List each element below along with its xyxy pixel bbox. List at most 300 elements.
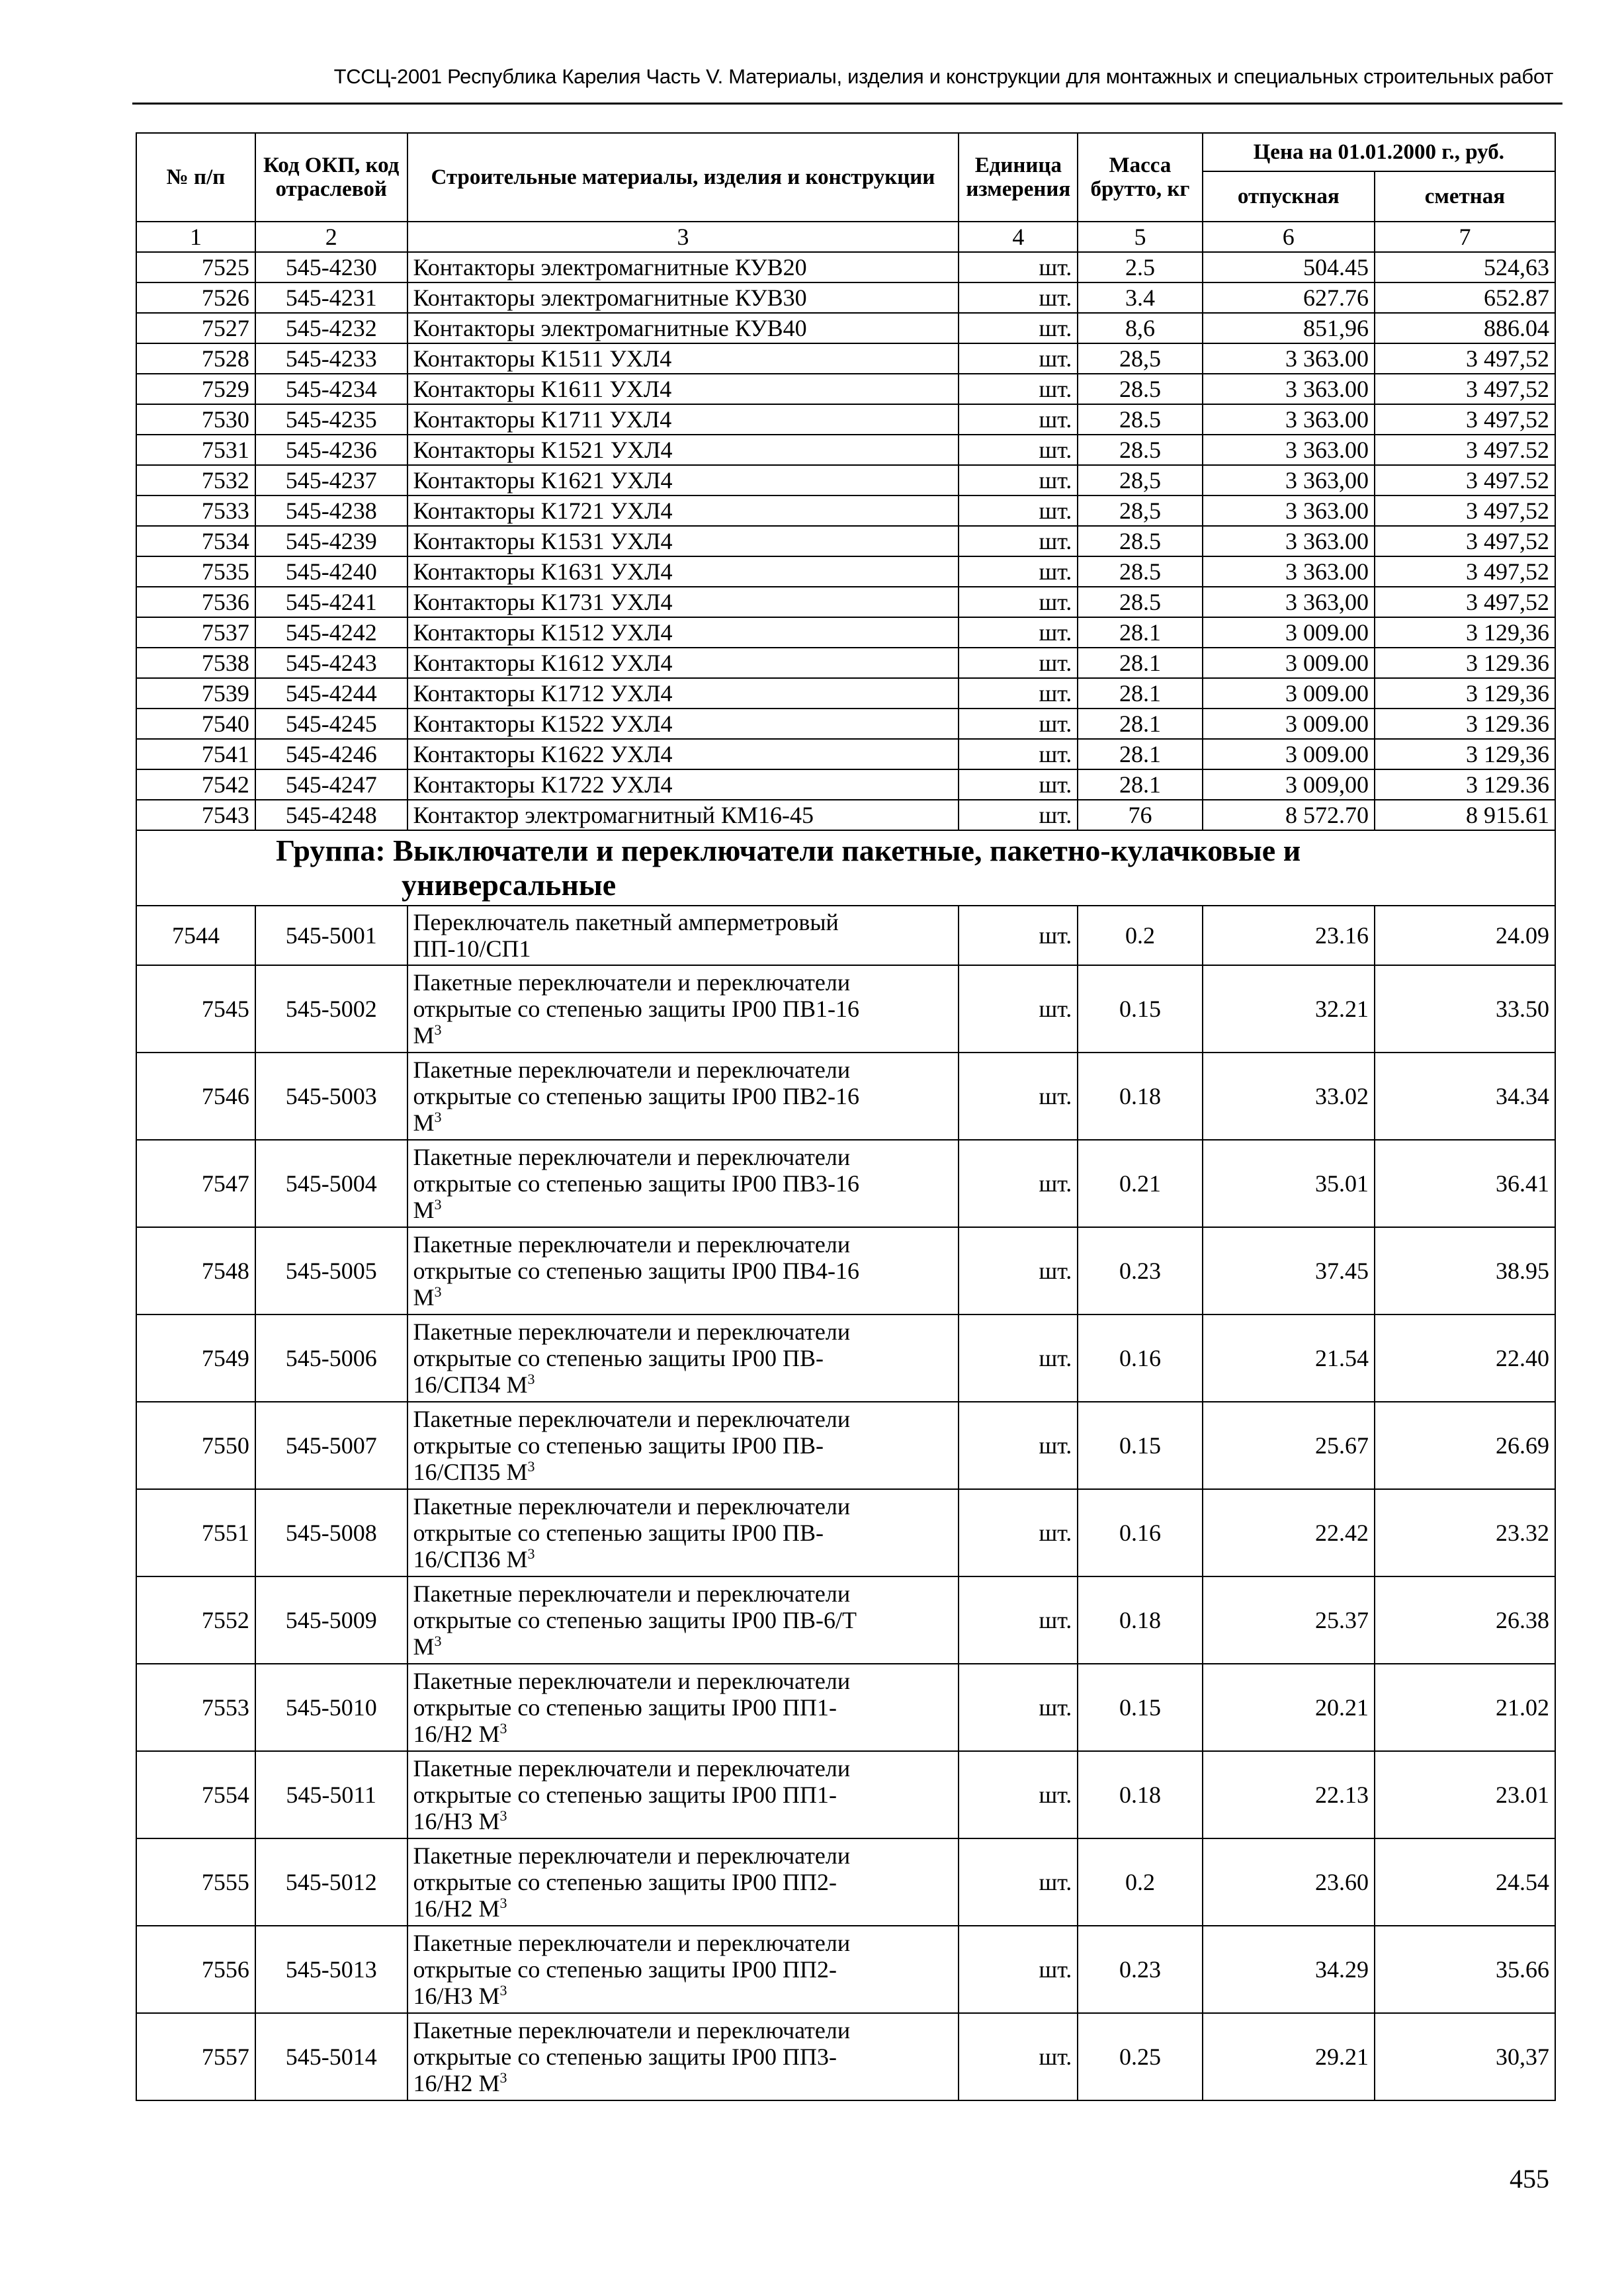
cell-num: 7538 [136, 648, 255, 678]
cell-price-release: 3 363.00 [1203, 556, 1375, 587]
cell-name [407, 1576, 959, 1664]
table-row [136, 739, 1555, 769]
cell-name: Контакторы К1631 УХЛ4 [407, 556, 959, 587]
cell-num: 7547 [136, 1140, 255, 1227]
cell-price-estimate: 3 129,36 [1375, 617, 1555, 648]
table-row [136, 1227, 1555, 1314]
cell-num: 7530 [136, 404, 255, 435]
cell-name-line3: 16/Н2 М [413, 1721, 500, 1747]
cell-num: 7528 [136, 343, 255, 374]
cell-code: 545-5005 [255, 1227, 407, 1314]
cell-num: 7544 [136, 906, 255, 965]
cell-name-line2: открытые со степенью защиты IP00 ПВ-6/Т [413, 1607, 857, 1633]
cell-code: 545-4244 [255, 678, 407, 709]
cell-mass: 0.15 [1078, 965, 1202, 1053]
cell-name-line3: 16/Н3 М [413, 1808, 500, 1834]
cell-price-release: 23.60 [1203, 1838, 1375, 1926]
col-index: 1 [136, 222, 255, 252]
group-label: Группа: [276, 834, 386, 867]
table-row [136, 282, 1555, 313]
cell-name-line1: Пакетные переключатели и переключатели [413, 2017, 851, 2044]
cell-unit: шт. [959, 343, 1078, 374]
cell-mass: 28.5 [1078, 404, 1202, 435]
cell-code: 545-4241 [255, 587, 407, 617]
cell-name: Контакторы электромагнитные КУВ20 [407, 252, 959, 282]
table-row [136, 965, 1555, 1053]
cell-mass: 0.15 [1078, 1664, 1202, 1751]
cell-price-estimate: 24.09 [1375, 906, 1555, 965]
cell-mass: 0.18 [1078, 1576, 1202, 1664]
cell-name-line1: Переключатель пакетный амперметровый [413, 909, 839, 935]
cell-price-estimate: 3 497,52 [1375, 587, 1555, 617]
cell-price-estimate: 8 915.61 [1375, 800, 1555, 830]
table-row [136, 435, 1555, 465]
cell-unit: шт. [959, 1314, 1078, 1402]
col-index: 2 [255, 222, 407, 252]
cell-name-line2: открытые со степенью защиты IP00 ПП3- [413, 2044, 837, 2070]
cell-price-estimate: 23.32 [1375, 1489, 1555, 1576]
cell-code: 545-5012 [255, 1838, 407, 1926]
cell-price-release: 3 009.00 [1203, 648, 1375, 678]
superscript-exponent: 3 [499, 1807, 507, 1824]
cell-name [407, 1227, 959, 1314]
cell-name: Контактор электромагнитный КМ16-45 [407, 800, 959, 830]
cell-unit: шт. [959, 800, 1078, 830]
cell-name-line2: открытые со степенью защиты IP00 ПП2- [413, 1956, 837, 1983]
cell-name: Контакторы К1622 УХЛ4 [407, 739, 959, 769]
cell-price-release: 8 572.70 [1203, 800, 1375, 830]
cell-code: 545-4245 [255, 709, 407, 739]
table-row [136, 1053, 1555, 1140]
group-name-line1: Выключатели и переключатели пакетные, пакетно-кулачковые и [393, 834, 1301, 867]
superscript-exponent: 3 [434, 1283, 442, 1300]
cell-unit: шт. [959, 282, 1078, 313]
cell-unit: шт. [959, 739, 1078, 769]
cell-price-estimate: 33.50 [1375, 965, 1555, 1053]
cell-num: 7527 [136, 313, 255, 343]
cell-name-line2: открытые со степенью защиты IP00 ПВ- [413, 1520, 824, 1546]
table-row [136, 313, 1555, 343]
cell-price-estimate: 3 497,52 [1375, 526, 1555, 556]
cell-num: 7533 [136, 495, 255, 526]
cell-mass: 0.2 [1078, 906, 1202, 965]
cell-num: 7553 [136, 1664, 255, 1751]
cell-name-line3: 16/Н2 М [413, 1895, 500, 1922]
cell-mass: 28.1 [1078, 648, 1202, 678]
cell-name: Контакторы К1711 УХЛ4 [407, 404, 959, 435]
cell-price-estimate: 22.40 [1375, 1314, 1555, 1402]
cell-price-estimate: 3 129,36 [1375, 678, 1555, 709]
cell-mass: 28,5 [1078, 343, 1202, 374]
page-number: 455 [1510, 2164, 1549, 2194]
cell-name [407, 1489, 959, 1576]
cell-mass: 0.15 [1078, 1402, 1202, 1489]
cell-name: Контакторы К1731 УХЛ4 [407, 587, 959, 617]
cell-num: 7541 [136, 739, 255, 769]
superscript-exponent: 3 [499, 1720, 507, 1737]
cell-code: 545-4232 [255, 313, 407, 343]
cell-unit: шт. [959, 1926, 1078, 2013]
superscript-exponent: 3 [527, 1458, 535, 1475]
cell-code: 545-5011 [255, 1751, 407, 1838]
group-name-line2: универсальные [402, 868, 617, 902]
cell-name [407, 1140, 959, 1227]
cell-price-estimate: 3 497,52 [1375, 556, 1555, 587]
table-row [136, 617, 1555, 648]
cell-name-line3: 16/Н3 М [413, 1983, 500, 2009]
superscript-exponent: 3 [499, 1895, 507, 1911]
col-index: 7 [1375, 222, 1555, 252]
cell-name: Контакторы К1621 УХЛ4 [407, 465, 959, 495]
cell-num: 7549 [136, 1314, 255, 1402]
cell-name [407, 1664, 959, 1751]
cell-name-line3: М [413, 1197, 435, 1223]
cell-name-line1: Пакетные переключатели и переключатели [413, 1493, 851, 1520]
col-header-mass: Масса брутто, кг [1078, 133, 1202, 222]
cell-code: 545-5007 [255, 1402, 407, 1489]
cell-price-release: 32.21 [1203, 965, 1375, 1053]
cell-name-line2: открытые со степенью защиты IP00 ПВ2-16 [413, 1083, 859, 1109]
cell-mass: 0.2 [1078, 1838, 1202, 1926]
cell-name: Контакторы К1531 УХЛ4 [407, 526, 959, 556]
cell-mass: 8,6 [1078, 313, 1202, 343]
superscript-exponent: 3 [527, 1371, 535, 1387]
table-row [136, 1402, 1555, 1489]
cell-num: 7525 [136, 252, 255, 282]
table-row [136, 374, 1555, 404]
cell-code: 545-5003 [255, 1053, 407, 1140]
cell-price-release: 3 363.00 [1203, 526, 1375, 556]
table-row [136, 906, 1555, 965]
cell-num: 7551 [136, 1489, 255, 1576]
cell-name: Контакторы К1521 УХЛ4 [407, 435, 959, 465]
superscript-exponent: 3 [434, 1109, 442, 1125]
cell-code: 545-4237 [255, 465, 407, 495]
cell-code: 545-5014 [255, 2013, 407, 2100]
table-row [136, 1314, 1555, 1402]
cell-mass: 0.16 [1078, 1489, 1202, 1576]
cell-num: 7529 [136, 374, 255, 404]
cell-mass: 28,5 [1078, 495, 1202, 526]
cell-name: Контакторы К1712 УХЛ4 [407, 678, 959, 709]
col-index: 5 [1078, 222, 1202, 252]
cell-name-line1: Пакетные переключатели и переключатели [413, 1580, 851, 1607]
cell-price-release: 3 009.00 [1203, 617, 1375, 648]
superscript-exponent: 3 [434, 1633, 442, 1649]
cell-code: 545-4246 [255, 739, 407, 769]
price-table [136, 132, 1556, 2101]
cell-code: 545-4235 [255, 404, 407, 435]
cell-code: 545-5009 [255, 1576, 407, 1664]
cell-code: 545-5013 [255, 1926, 407, 2013]
col-header-code: Код ОКП, код отраслевой [255, 133, 407, 222]
table-row [136, 495, 1555, 526]
cell-num: 7539 [136, 678, 255, 709]
cell-code: 545-4240 [255, 556, 407, 587]
cell-code: 545-4230 [255, 252, 407, 282]
cell-price-release: 3 363,00 [1203, 465, 1375, 495]
cell-mass: 28,5 [1078, 465, 1202, 495]
table-row [136, 1140, 1555, 1227]
table-row [136, 587, 1555, 617]
superscript-exponent: 3 [527, 1545, 535, 1562]
cell-name-line2: открытые со степенью защиты IP00 ПВ4-16 [413, 1258, 859, 1284]
cell-mass: 28.5 [1078, 556, 1202, 587]
cell-mass: 28.1 [1078, 678, 1202, 709]
cell-mass: 0.21 [1078, 1140, 1202, 1227]
cell-num: 7556 [136, 1926, 255, 2013]
cell-name [407, 906, 959, 965]
table-row [136, 252, 1555, 282]
cell-price-release: 3 363.00 [1203, 404, 1375, 435]
cell-name [407, 965, 959, 1053]
cell-name-line2: ПП-10/СП1 [413, 935, 531, 962]
cell-name: Контакторы К1722 УХЛ4 [407, 769, 959, 800]
cell-price-estimate: 3 497,52 [1375, 343, 1555, 374]
cell-unit: шт. [959, 1140, 1078, 1227]
cell-num: 7543 [136, 800, 255, 830]
cell-name-line2: открытые со степенью защиты IP00 ПВ1-16 [413, 996, 859, 1022]
superscript-exponent: 3 [499, 1982, 507, 1999]
table-row [136, 678, 1555, 709]
cell-price-estimate: 886.04 [1375, 313, 1555, 343]
table-row [136, 1489, 1555, 1576]
cell-name-line1: Пакетные переключатели и переключатели [413, 1406, 851, 1432]
cell-unit: шт. [959, 526, 1078, 556]
cell-name [407, 1314, 959, 1402]
cell-code: 545-4239 [255, 526, 407, 556]
cell-unit: шт. [959, 769, 1078, 800]
cell-code: 545-4242 [255, 617, 407, 648]
cell-name [407, 1751, 959, 1838]
cell-price-estimate: 38.95 [1375, 1227, 1555, 1314]
cell-unit: шт. [959, 1664, 1078, 1751]
cell-unit: шт. [959, 495, 1078, 526]
cell-mass: 76 [1078, 800, 1202, 830]
cell-price-estimate: 3 497,52 [1375, 495, 1555, 526]
cell-price-estimate: 3 497,52 [1375, 374, 1555, 404]
cell-name-line1: Пакетные переключатели и переключатели [413, 1668, 851, 1694]
cell-mass: 28.1 [1078, 617, 1202, 648]
cell-name: Контакторы К1721 УХЛ4 [407, 495, 959, 526]
group-row [136, 830, 1555, 906]
table-row [136, 1751, 1555, 1838]
cell-name-line1: Пакетные переключатели и переключатели [413, 969, 851, 996]
cell-price-estimate: 3 497.52 [1375, 435, 1555, 465]
cell-name-line1: Пакетные переключатели и переключатели [413, 1318, 851, 1345]
cell-name-line3: 16/Н2 М [413, 2070, 500, 2096]
cell-unit: шт. [959, 709, 1078, 739]
cell-name-line3: М [413, 1284, 435, 1311]
cell-unit: шт. [959, 2013, 1078, 2100]
cell-name-line1: Пакетные переключатели и переключатели [413, 1755, 851, 1782]
cell-code: 545-4234 [255, 374, 407, 404]
cell-price-estimate: 3 129.36 [1375, 709, 1555, 739]
cell-name [407, 2013, 959, 2100]
cell-num: 7552 [136, 1576, 255, 1664]
col-header-materials: Строительные материалы, изделия и конструкции [407, 133, 959, 222]
cell-name-line3: М [413, 1109, 435, 1136]
cell-price-estimate: 3 129,36 [1375, 739, 1555, 769]
cell-mass: 28.5 [1078, 374, 1202, 404]
cell-price-release: 22.42 [1203, 1489, 1375, 1576]
col-index: 6 [1203, 222, 1375, 252]
cell-num: 7557 [136, 2013, 255, 2100]
cell-unit: шт. [959, 556, 1078, 587]
cell-mass: 3.4 [1078, 282, 1202, 313]
cell-mass: 28.1 [1078, 739, 1202, 769]
cell-mass: 28.1 [1078, 709, 1202, 739]
cell-unit: шт. [959, 1751, 1078, 1838]
cell-code: 545-5006 [255, 1314, 407, 1402]
cell-name-line1: Пакетные переключатели и переключатели [413, 1930, 851, 1956]
table-row [136, 1664, 1555, 1751]
cell-num: 7534 [136, 526, 255, 556]
cell-mass: 0.16 [1078, 1314, 1202, 1402]
cell-mass: 28.5 [1078, 587, 1202, 617]
cell-unit: шт. [959, 1576, 1078, 1664]
cell-name-line3: 16/СП34 М [413, 1371, 528, 1398]
table-row [136, 709, 1555, 739]
superscript-exponent: 3 [499, 2069, 507, 2086]
cell-name-line1: Пакетные переключатели и переключатели [413, 1231, 851, 1258]
cell-mass: 0.18 [1078, 1751, 1202, 1838]
cell-name: Контакторы К1611 УХЛ4 [407, 374, 959, 404]
table-row [136, 343, 1555, 374]
cell-unit: шт. [959, 906, 1078, 965]
cell-name-line2: открытые со степенью защиты IP00 ПП1- [413, 1694, 837, 1721]
cell-code: 545-4247 [255, 769, 407, 800]
cell-unit: шт. [959, 587, 1078, 617]
cell-price-release: 20.21 [1203, 1664, 1375, 1751]
superscript-exponent: 3 [434, 1021, 442, 1038]
table-row [136, 465, 1555, 495]
cell-price-release: 851,96 [1203, 313, 1375, 343]
cell-num: 7537 [136, 617, 255, 648]
cell-price-estimate: 35.66 [1375, 1926, 1555, 2013]
cell-mass: 0.23 [1078, 1227, 1202, 1314]
cell-price-release: 3 009.00 [1203, 709, 1375, 739]
cell-price-estimate: 36.41 [1375, 1140, 1555, 1227]
cell-num: 7535 [136, 556, 255, 587]
header-rule [132, 103, 1562, 105]
col-index: 4 [959, 222, 1078, 252]
cell-mass: 0.23 [1078, 1926, 1202, 2013]
cell-name: Контакторы К1522 УХЛ4 [407, 709, 959, 739]
cell-price-release: 3 009.00 [1203, 739, 1375, 769]
table-row [136, 1926, 1555, 2013]
col-header-num: № п/п [136, 133, 255, 222]
cell-price-release: 23.16 [1203, 906, 1375, 965]
cell-name-line3: 16/СП36 М [413, 1546, 528, 1572]
cell-name-line3: М [413, 1022, 435, 1049]
cell-unit: шт. [959, 252, 1078, 282]
cell-num: 7550 [136, 1402, 255, 1489]
cell-num: 7548 [136, 1227, 255, 1314]
cell-price-release: 504.45 [1203, 252, 1375, 282]
cell-name: Контакторы электромагнитные КУВ30 [407, 282, 959, 313]
cell-num: 7554 [136, 1751, 255, 1838]
cell-price-release: 3 363.00 [1203, 435, 1375, 465]
col-header-unit: Единица измерения [959, 133, 1078, 222]
table-row [136, 526, 1555, 556]
superscript-exponent: 3 [434, 1196, 442, 1213]
cell-num: 7532 [136, 465, 255, 495]
cell-mass: 2.5 [1078, 252, 1202, 282]
cell-price-release: 34.29 [1203, 1926, 1375, 2013]
cell-unit: шт. [959, 374, 1078, 404]
cell-name: Контакторы К1612 УХЛ4 [407, 648, 959, 678]
cell-code: 545-5004 [255, 1140, 407, 1227]
cell-price-estimate: 26.69 [1375, 1402, 1555, 1489]
cell-name: Контакторы электромагнитные КУВ40 [407, 313, 959, 343]
cell-unit: шт. [959, 313, 1078, 343]
cell-price-release: 35.01 [1203, 1140, 1375, 1227]
table-row [136, 800, 1555, 830]
cell-price-estimate: 3 129.36 [1375, 769, 1555, 800]
cell-mass: 28.5 [1078, 526, 1202, 556]
cell-price-estimate: 34.34 [1375, 1053, 1555, 1140]
cell-code: 545-5002 [255, 965, 407, 1053]
table-row [136, 404, 1555, 435]
cell-mass: 28.1 [1078, 769, 1202, 800]
cell-price-release: 627.76 [1203, 282, 1375, 313]
cell-price-release: 22.13 [1203, 1751, 1375, 1838]
cell-num: 7546 [136, 1053, 255, 1140]
cell-price-estimate: 3 497.52 [1375, 465, 1555, 495]
cell-price-estimate: 3 129.36 [1375, 648, 1555, 678]
table-row [136, 556, 1555, 587]
group-cell [136, 830, 1555, 906]
cell-code: 545-4233 [255, 343, 407, 374]
cell-name-line2: открытые со степенью защиты IP00 ПП2- [413, 1869, 837, 1895]
cell-unit: шт. [959, 435, 1078, 465]
running-header: ТССЦ-2001 Республика Карелия Часть V. Материалы, изделия и конструкции для монтажных и специальных строительных работ [333, 65, 1553, 88]
cell-num: 7526 [136, 282, 255, 313]
cell-unit: шт. [959, 1227, 1078, 1314]
table-row [136, 769, 1555, 800]
cell-price-release: 3 009.00 [1203, 678, 1375, 709]
cell-price-estimate: 23.01 [1375, 1751, 1555, 1838]
table-row [136, 1838, 1555, 1926]
cell-name: Контакторы К1511 УХЛ4 [407, 343, 959, 374]
cell-price-release: 3 363,00 [1203, 587, 1375, 617]
cell-name-line2: открытые со степенью защиты IP00 ПВ- [413, 1432, 824, 1459]
cell-name-line1: Пакетные переключатели и переключатели [413, 1144, 851, 1170]
cell-price-estimate: 652.87 [1375, 282, 1555, 313]
cell-mass: 28.5 [1078, 435, 1202, 465]
cell-price-estimate: 3 497,52 [1375, 404, 1555, 435]
cell-name-line3: 16/СП35 М [413, 1459, 528, 1485]
col-header-price-release: отпускная [1203, 171, 1375, 222]
cell-name [407, 1838, 959, 1926]
cell-price-release: 25.37 [1203, 1576, 1375, 1664]
col-index: 3 [407, 222, 959, 252]
cell-code: 545-4231 [255, 282, 407, 313]
cell-price-estimate: 524,63 [1375, 252, 1555, 282]
cell-price-release: 3 009,00 [1203, 769, 1375, 800]
cell-unit: шт. [959, 678, 1078, 709]
cell-name-line2: открытые со степенью защиты IP00 ПП1- [413, 1782, 837, 1808]
cell-code: 545-4236 [255, 435, 407, 465]
cell-num: 7531 [136, 435, 255, 465]
cell-price-estimate: 21.02 [1375, 1664, 1555, 1751]
cell-code: 545-4238 [255, 495, 407, 526]
cell-price-release: 3 363.00 [1203, 495, 1375, 526]
cell-price-release: 37.45 [1203, 1227, 1375, 1314]
cell-code: 545-5001 [255, 906, 407, 965]
cell-price-estimate: 30,37 [1375, 2013, 1555, 2100]
